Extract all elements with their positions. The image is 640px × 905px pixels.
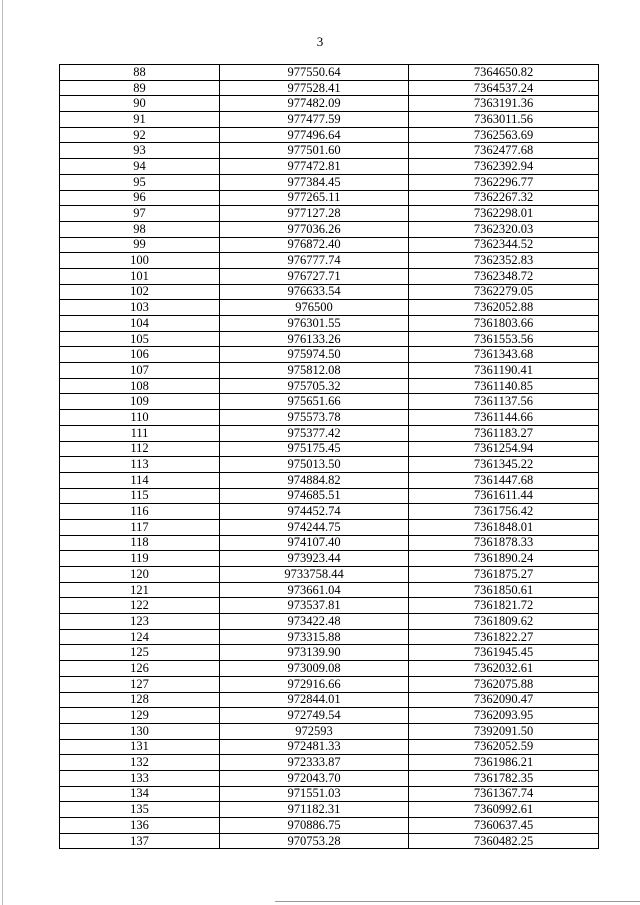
x-coordinate-cell: 976133.26 — [220, 331, 409, 347]
table-row — [60, 206, 599, 222]
point-number-cell: 119 — [60, 551, 220, 567]
x-coordinate-cell: 977384.45 — [220, 174, 409, 190]
point-number-cell: 115 — [60, 488, 220, 504]
y-coordinate-cell: 7362477.68 — [409, 143, 599, 159]
x-coordinate-cell: 972481.33 — [220, 739, 409, 755]
point-number-cell: 133 — [60, 770, 220, 786]
y-coordinate-cell: 7361183.27 — [409, 425, 599, 441]
page-number: 3 — [316, 34, 324, 49]
x-coordinate-cell: 975705.32 — [220, 378, 409, 394]
point-number-cell: 136 — [60, 818, 220, 834]
point-number-cell: 94 — [60, 159, 220, 175]
point-number-cell: 88 — [60, 65, 220, 81]
table-row — [60, 598, 599, 614]
point-number-cell: 122 — [60, 598, 220, 614]
y-coordinate-cell: 7361611.44 — [409, 488, 599, 504]
x-coordinate-cell: 976727.71 — [220, 268, 409, 284]
x-coordinate-cell: 976301.55 — [220, 316, 409, 332]
y-coordinate-cell: 7362032.61 — [409, 661, 599, 677]
x-coordinate-cell: 977036.26 — [220, 221, 409, 237]
table-row — [60, 818, 599, 834]
x-coordinate-cell: 975573.78 — [220, 410, 409, 426]
table-row — [60, 159, 599, 175]
point-number-cell: 117 — [60, 519, 220, 535]
x-coordinate-cell: 975812.08 — [220, 363, 409, 379]
point-number-cell: 89 — [60, 80, 220, 96]
table-row — [60, 347, 599, 363]
y-coordinate-cell: 7361140.85 — [409, 378, 599, 394]
table-row — [60, 504, 599, 520]
point-number-cell: 97 — [60, 206, 220, 222]
coordinates-table — [59, 64, 599, 849]
x-coordinate-cell: 971551.03 — [220, 786, 409, 802]
x-coordinate-cell: 970886.75 — [220, 818, 409, 834]
y-coordinate-cell: 7364537.24 — [409, 80, 599, 96]
x-coordinate-cell: 974244.75 — [220, 519, 409, 535]
y-coordinate-cell: 7362298.01 — [409, 206, 599, 222]
point-number-cell: 130 — [60, 723, 220, 739]
table-row — [60, 770, 599, 786]
x-coordinate-cell: 976777.74 — [220, 253, 409, 269]
x-coordinate-cell: 975377.42 — [220, 425, 409, 441]
point-number-cell: 121 — [60, 582, 220, 598]
y-coordinate-cell: 7360637.45 — [409, 818, 599, 834]
y-coordinate-cell: 7361821.72 — [409, 598, 599, 614]
y-coordinate-cell: 7361367.74 — [409, 786, 599, 802]
x-coordinate-cell: 975651.66 — [220, 394, 409, 410]
table-row — [60, 174, 599, 190]
y-coordinate-cell: 7362344.52 — [409, 237, 599, 253]
point-number-cell: 103 — [60, 300, 220, 316]
table-row — [60, 708, 599, 724]
y-coordinate-cell: 7361343.68 — [409, 347, 599, 363]
x-coordinate-cell: 972844.01 — [220, 692, 409, 708]
y-coordinate-cell: 7392091.50 — [409, 723, 599, 739]
point-number-cell: 101 — [60, 268, 220, 284]
point-number-cell: 132 — [60, 755, 220, 771]
point-number-cell: 98 — [60, 221, 220, 237]
x-coordinate-cell: 974884.82 — [220, 472, 409, 488]
table-row — [60, 143, 599, 159]
table-row — [60, 284, 599, 300]
y-coordinate-cell: 7362563.69 — [409, 127, 599, 143]
table-row — [60, 457, 599, 473]
table-row — [60, 472, 599, 488]
x-coordinate-cell: 973139.90 — [220, 645, 409, 661]
table-row — [60, 614, 599, 630]
y-coordinate-cell: 7361945.45 — [409, 645, 599, 661]
point-number-cell: 107 — [60, 363, 220, 379]
point-number-cell: 95 — [60, 174, 220, 190]
y-coordinate-cell: 7364650.82 — [409, 65, 599, 81]
table-row — [60, 65, 599, 81]
y-coordinate-cell: 7361190.41 — [409, 363, 599, 379]
x-coordinate-cell: 977482.09 — [220, 96, 409, 112]
x-coordinate-cell: 975013.50 — [220, 457, 409, 473]
x-coordinate-cell: 974685.51 — [220, 488, 409, 504]
x-coordinate-cell: 977496.64 — [220, 127, 409, 143]
x-coordinate-cell: 977501.60 — [220, 143, 409, 159]
y-coordinate-cell: 7361782.35 — [409, 770, 599, 786]
x-coordinate-cell: 974452.74 — [220, 504, 409, 520]
x-coordinate-cell: 970753.28 — [220, 833, 409, 849]
table-row — [60, 755, 599, 771]
table-row — [60, 441, 599, 457]
y-coordinate-cell: 7361803.66 — [409, 316, 599, 332]
point-number-cell: 114 — [60, 472, 220, 488]
x-coordinate-cell: 972043.70 — [220, 770, 409, 786]
y-coordinate-cell: 7361822.27 — [409, 629, 599, 645]
y-coordinate-cell: 7361447.68 — [409, 472, 599, 488]
x-coordinate-cell: 972593 — [220, 723, 409, 739]
table-row — [60, 237, 599, 253]
y-coordinate-cell: 7361986.21 — [409, 755, 599, 771]
bottom-rule — [275, 901, 640, 902]
table-row — [60, 488, 599, 504]
point-number-cell: 135 — [60, 802, 220, 818]
x-coordinate-cell: 977528.41 — [220, 80, 409, 96]
x-coordinate-cell: 976633.54 — [220, 284, 409, 300]
x-coordinate-cell: 973422.48 — [220, 614, 409, 630]
point-number-cell: 113 — [60, 457, 220, 473]
x-coordinate-cell: 971182.31 — [220, 802, 409, 818]
y-coordinate-cell: 7361137.56 — [409, 394, 599, 410]
y-coordinate-cell: 7361809.62 — [409, 614, 599, 630]
point-number-cell: 134 — [60, 786, 220, 802]
table-row — [60, 378, 599, 394]
table-row — [60, 253, 599, 269]
y-coordinate-cell: 7362352.83 — [409, 253, 599, 269]
point-number-cell: 118 — [60, 535, 220, 551]
table-row — [60, 692, 599, 708]
table-row — [60, 190, 599, 206]
y-coordinate-cell: 7362392.94 — [409, 159, 599, 175]
table-row — [60, 519, 599, 535]
y-coordinate-cell: 7362093.95 — [409, 708, 599, 724]
table-row — [60, 331, 599, 347]
x-coordinate-cell: 973661.04 — [220, 582, 409, 598]
table-row — [60, 786, 599, 802]
x-coordinate-cell: 976500 — [220, 300, 409, 316]
point-number-cell: 129 — [60, 708, 220, 724]
point-number-cell: 104 — [60, 316, 220, 332]
table-row — [60, 723, 599, 739]
y-coordinate-cell: 7361890.24 — [409, 551, 599, 567]
x-coordinate-cell: 972916.66 — [220, 676, 409, 692]
y-coordinate-cell: 7362348.72 — [409, 268, 599, 284]
point-number-cell: 123 — [60, 614, 220, 630]
point-number-cell: 120 — [60, 567, 220, 583]
scan-left-edge — [2, 0, 3, 905]
y-coordinate-cell: 7361850.61 — [409, 582, 599, 598]
y-coordinate-cell: 7361848.01 — [409, 519, 599, 535]
table-row — [60, 567, 599, 583]
point-number-cell: 106 — [60, 347, 220, 363]
table-row — [60, 316, 599, 332]
x-coordinate-cell: 976872.40 — [220, 237, 409, 253]
table-row — [60, 833, 599, 849]
point-number-cell: 96 — [60, 190, 220, 206]
x-coordinate-cell: 973315.88 — [220, 629, 409, 645]
y-coordinate-cell: 7362320.03 — [409, 221, 599, 237]
point-number-cell: 125 — [60, 645, 220, 661]
point-number-cell: 91 — [60, 112, 220, 128]
table-row — [60, 112, 599, 128]
table-row — [60, 80, 599, 96]
y-coordinate-cell: 7363011.56 — [409, 112, 599, 128]
x-coordinate-cell: 977265.11 — [220, 190, 409, 206]
x-coordinate-cell: 973009.08 — [220, 661, 409, 677]
point-number-cell: 127 — [60, 676, 220, 692]
x-coordinate-cell: 977472.81 — [220, 159, 409, 175]
point-number-cell: 108 — [60, 378, 220, 394]
table-row — [60, 551, 599, 567]
y-coordinate-cell: 7362296.77 — [409, 174, 599, 190]
point-number-cell: 112 — [60, 441, 220, 457]
table-row — [60, 535, 599, 551]
y-coordinate-cell: 7362052.59 — [409, 739, 599, 755]
table-row — [60, 739, 599, 755]
table-row — [60, 676, 599, 692]
point-number-cell: 128 — [60, 692, 220, 708]
x-coordinate-cell: 972749.54 — [220, 708, 409, 724]
y-coordinate-cell: 7361345.22 — [409, 457, 599, 473]
x-coordinate-cell: 9733758.44 — [220, 567, 409, 583]
x-coordinate-cell: 977550.64 — [220, 65, 409, 81]
y-coordinate-cell: 7360992.61 — [409, 802, 599, 818]
table-row — [60, 300, 599, 316]
y-coordinate-cell: 7361254.94 — [409, 441, 599, 457]
table-row — [60, 661, 599, 677]
x-coordinate-cell: 973923.44 — [220, 551, 409, 567]
table-row — [60, 410, 599, 426]
table-row — [60, 645, 599, 661]
x-coordinate-cell: 975974.50 — [220, 347, 409, 363]
y-coordinate-cell: 7360482.25 — [409, 833, 599, 849]
table-row — [60, 802, 599, 818]
y-coordinate-cell: 7362267.32 — [409, 190, 599, 206]
point-number-cell: 111 — [60, 425, 220, 441]
table-row — [60, 268, 599, 284]
table-row — [60, 394, 599, 410]
table-row — [60, 127, 599, 143]
table-row — [60, 221, 599, 237]
x-coordinate-cell: 973537.81 — [220, 598, 409, 614]
y-coordinate-cell: 7362090.47 — [409, 692, 599, 708]
point-number-cell: 109 — [60, 394, 220, 410]
x-coordinate-cell: 975175.45 — [220, 441, 409, 457]
point-number-cell: 102 — [60, 284, 220, 300]
point-number-cell: 110 — [60, 410, 220, 426]
point-number-cell: 105 — [60, 331, 220, 347]
y-coordinate-cell: 7361878.33 — [409, 535, 599, 551]
y-coordinate-cell: 7363191.36 — [409, 96, 599, 112]
point-number-cell: 137 — [60, 833, 220, 849]
x-coordinate-cell: 974107.40 — [220, 535, 409, 551]
point-number-cell: 124 — [60, 629, 220, 645]
y-coordinate-cell: 7362279.05 — [409, 284, 599, 300]
x-coordinate-cell: 977127.28 — [220, 206, 409, 222]
y-coordinate-cell: 7361756.42 — [409, 504, 599, 520]
y-coordinate-cell: 7362075.88 — [409, 676, 599, 692]
table-row — [60, 363, 599, 379]
y-coordinate-cell: 7361875.27 — [409, 567, 599, 583]
x-coordinate-cell: 977477.59 — [220, 112, 409, 128]
point-number-cell: 116 — [60, 504, 220, 520]
point-number-cell: 92 — [60, 127, 220, 143]
point-number-cell: 93 — [60, 143, 220, 159]
y-coordinate-cell: 7361144.66 — [409, 410, 599, 426]
table-row — [60, 425, 599, 441]
point-number-cell: 131 — [60, 739, 220, 755]
point-number-cell: 90 — [60, 96, 220, 112]
y-coordinate-cell: 7362052.88 — [409, 300, 599, 316]
x-coordinate-cell: 972333.87 — [220, 755, 409, 771]
table-row — [60, 582, 599, 598]
point-number-cell: 126 — [60, 661, 220, 677]
point-number-cell: 100 — [60, 253, 220, 269]
table-row — [60, 96, 599, 112]
coordinates-table-body — [60, 65, 599, 849]
point-number-cell: 99 — [60, 237, 220, 253]
table-row — [60, 629, 599, 645]
y-coordinate-cell: 7361553.56 — [409, 331, 599, 347]
